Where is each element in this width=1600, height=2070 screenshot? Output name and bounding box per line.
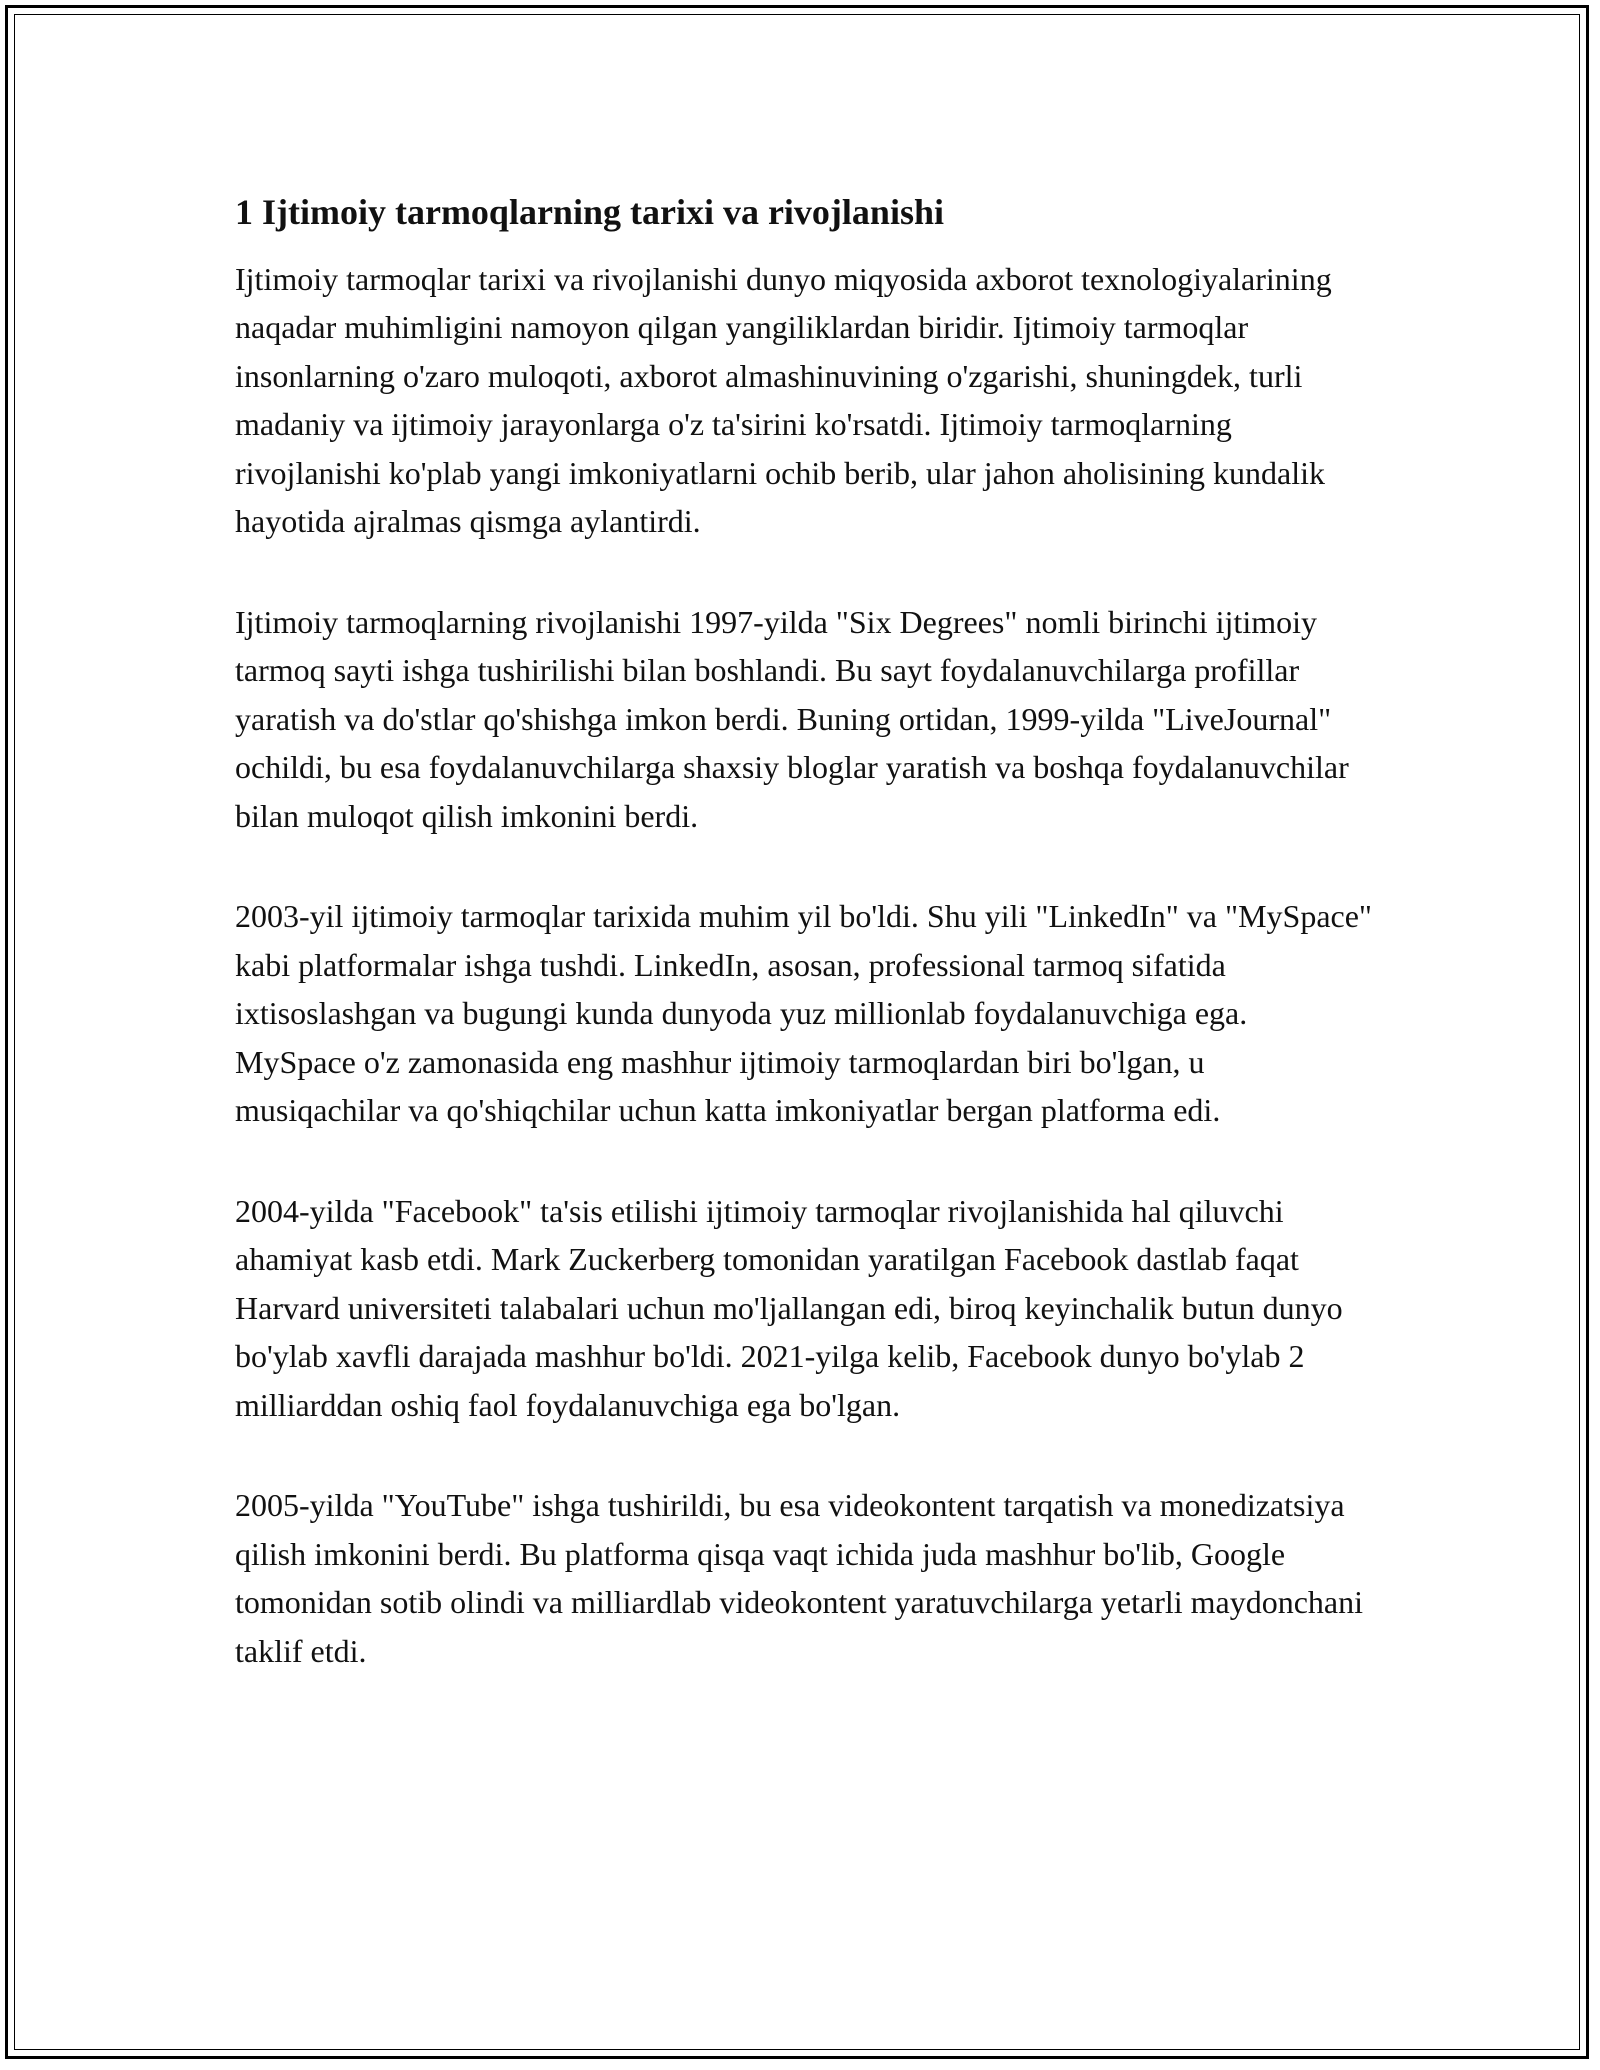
- paragraph-early-networks: Ijtimoiy tarmoqlarning rivojlanishi 1997-yilda "Six Degrees" nomli birinchi ijtimoiy tarmoq sayti ishga tushirilishi bilan boshlandi. Bu sayt foydalanuvchilarga profillar yaratish va do'stlar qo'shishga imkon berdi. Buning ortidan, 1999-yilda "LiveJournal" ochildi, bu esa foydalanuvchilarga shaxsiy bloglar yaratish va boshqa foydalanuvchilar bilan muloqot qilish imkonini berdi.: [235, 603, 1349, 834]
- section-heading: 1 Ijtimoiy tarmoqlarning tarixi va rivojlanishi: [235, 192, 944, 232]
- paragraph-facebook: 2004-yilda "Facebook" ta'sis etilishi ijtimoiy tarmoqlar rivojlanishida hal qiluvchi ahamiyat kasb etdi. Mark Zuckerberg tomonidan yaratilgan Facebook dastlab faqat Harvard universiteti talabalari uchun mo'ljallangan edi, biroq keyinchalik butun dunyo bo'ylab xavfli darajada mashhur bo'ldi. 2021-yilga kelib, Facebook dunyo bo'ylab 2 milliarddan oshiq faol foydalanuvchiga ega bo'lgan.: [235, 1192, 1343, 1423]
- paragraph-2003: 2003-yil ijtimoiy tarmoqlar tarixida muhim yil bo'ldi. Shu yili "LinkedIn" va "MySpace" kabi platformalar ishga tushdi. LinkedIn, asosan, professional tarmoq sifatida ixtisoslashgan va bugungi kunda dunyoda yuz millionlab foydalanuvchiga ega. MySpace o'z zamonasida eng mashhur ijtimoiy tarmoqlardan biri bo'lgan, u musiqachilar va qo'shiqchilar uchun katta imkoniyatlar bergan platforma edi.: [235, 898, 1372, 1129]
- paragraph-intro: Ijtimoiy tarmoqlar tarixi va rivojlanishi dunyo miqyosida axborot texnologiyalarining naqadar muhimligini namoyon qilgan yangiliklardan biridir. Ijtimoiy tarmoqlar insonlarning o'zaro muloqoti, axborot almashinuvining o'zgarishi, shuningdek, turli madaniy va ijtimoiy jarayonlarga o'z ta'sirini ko'rsatdi. Ijtimoiy tarmoqlarning rivojlanishi ko'plab yangi imkoniyatlarni ochib berib, ular jahon aholisining kundalik hayotida ajralmas qismga aylantirdi.: [235, 260, 1332, 540]
- paragraph-youtube: 2005-yilda "YouTube" ishga tushirildi, bu esa videokontent tarqatish va monedizatsiya qilish imkonini berdi. Bu platforma qisqa vaqt ichida juda mashhur bo'lib, Google tomonidan sotib olindi va milliardlab videokontent yaratuvchilarga yetarli maydonchani taklif etdi.: [235, 1487, 1364, 1669]
- document-body: [235, 188, 1375, 1727]
